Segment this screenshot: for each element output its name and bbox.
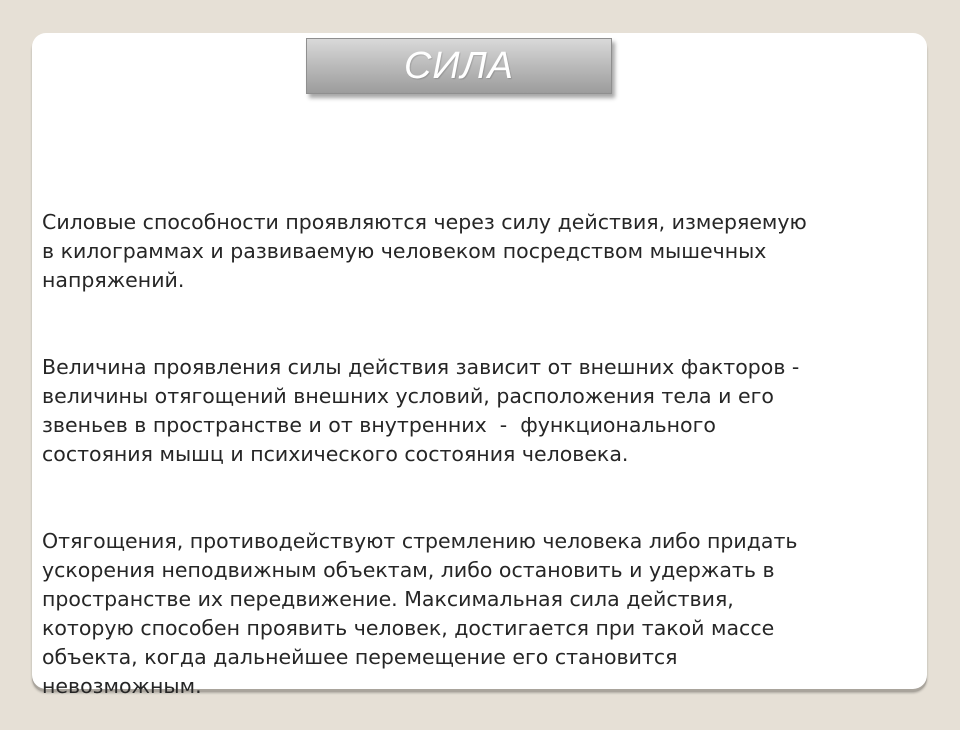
paragraph-2: Величина проявления силы действия зависит от внешних факторов - величины отягощений внешних условий, расположения тела и его звеньев в пространстве и от внутренних - функционального состояния мышц и психического состояния человека.	[42, 355, 800, 466]
slide-title: СИЛА	[403, 44, 515, 87]
paragraph-3: Отягощения, противодействуют стремлению человека либо придать ускорения неподвижным объектам, либо остановить и удержать в пространстве их передвижение. Максимальная сила действия, которую способен проявить человек, достигается при такой массе объекта, когда дальнейшее перемещение его становится невозможным.	[42, 529, 798, 698]
paragraph-1: Силовые способности проявляются через силу действия, измеряемую в килограммах и развиваемую человеком посредством мышечных напряжений.	[42, 210, 807, 292]
title-box	[306, 38, 612, 94]
slide-body	[42, 150, 927, 730]
